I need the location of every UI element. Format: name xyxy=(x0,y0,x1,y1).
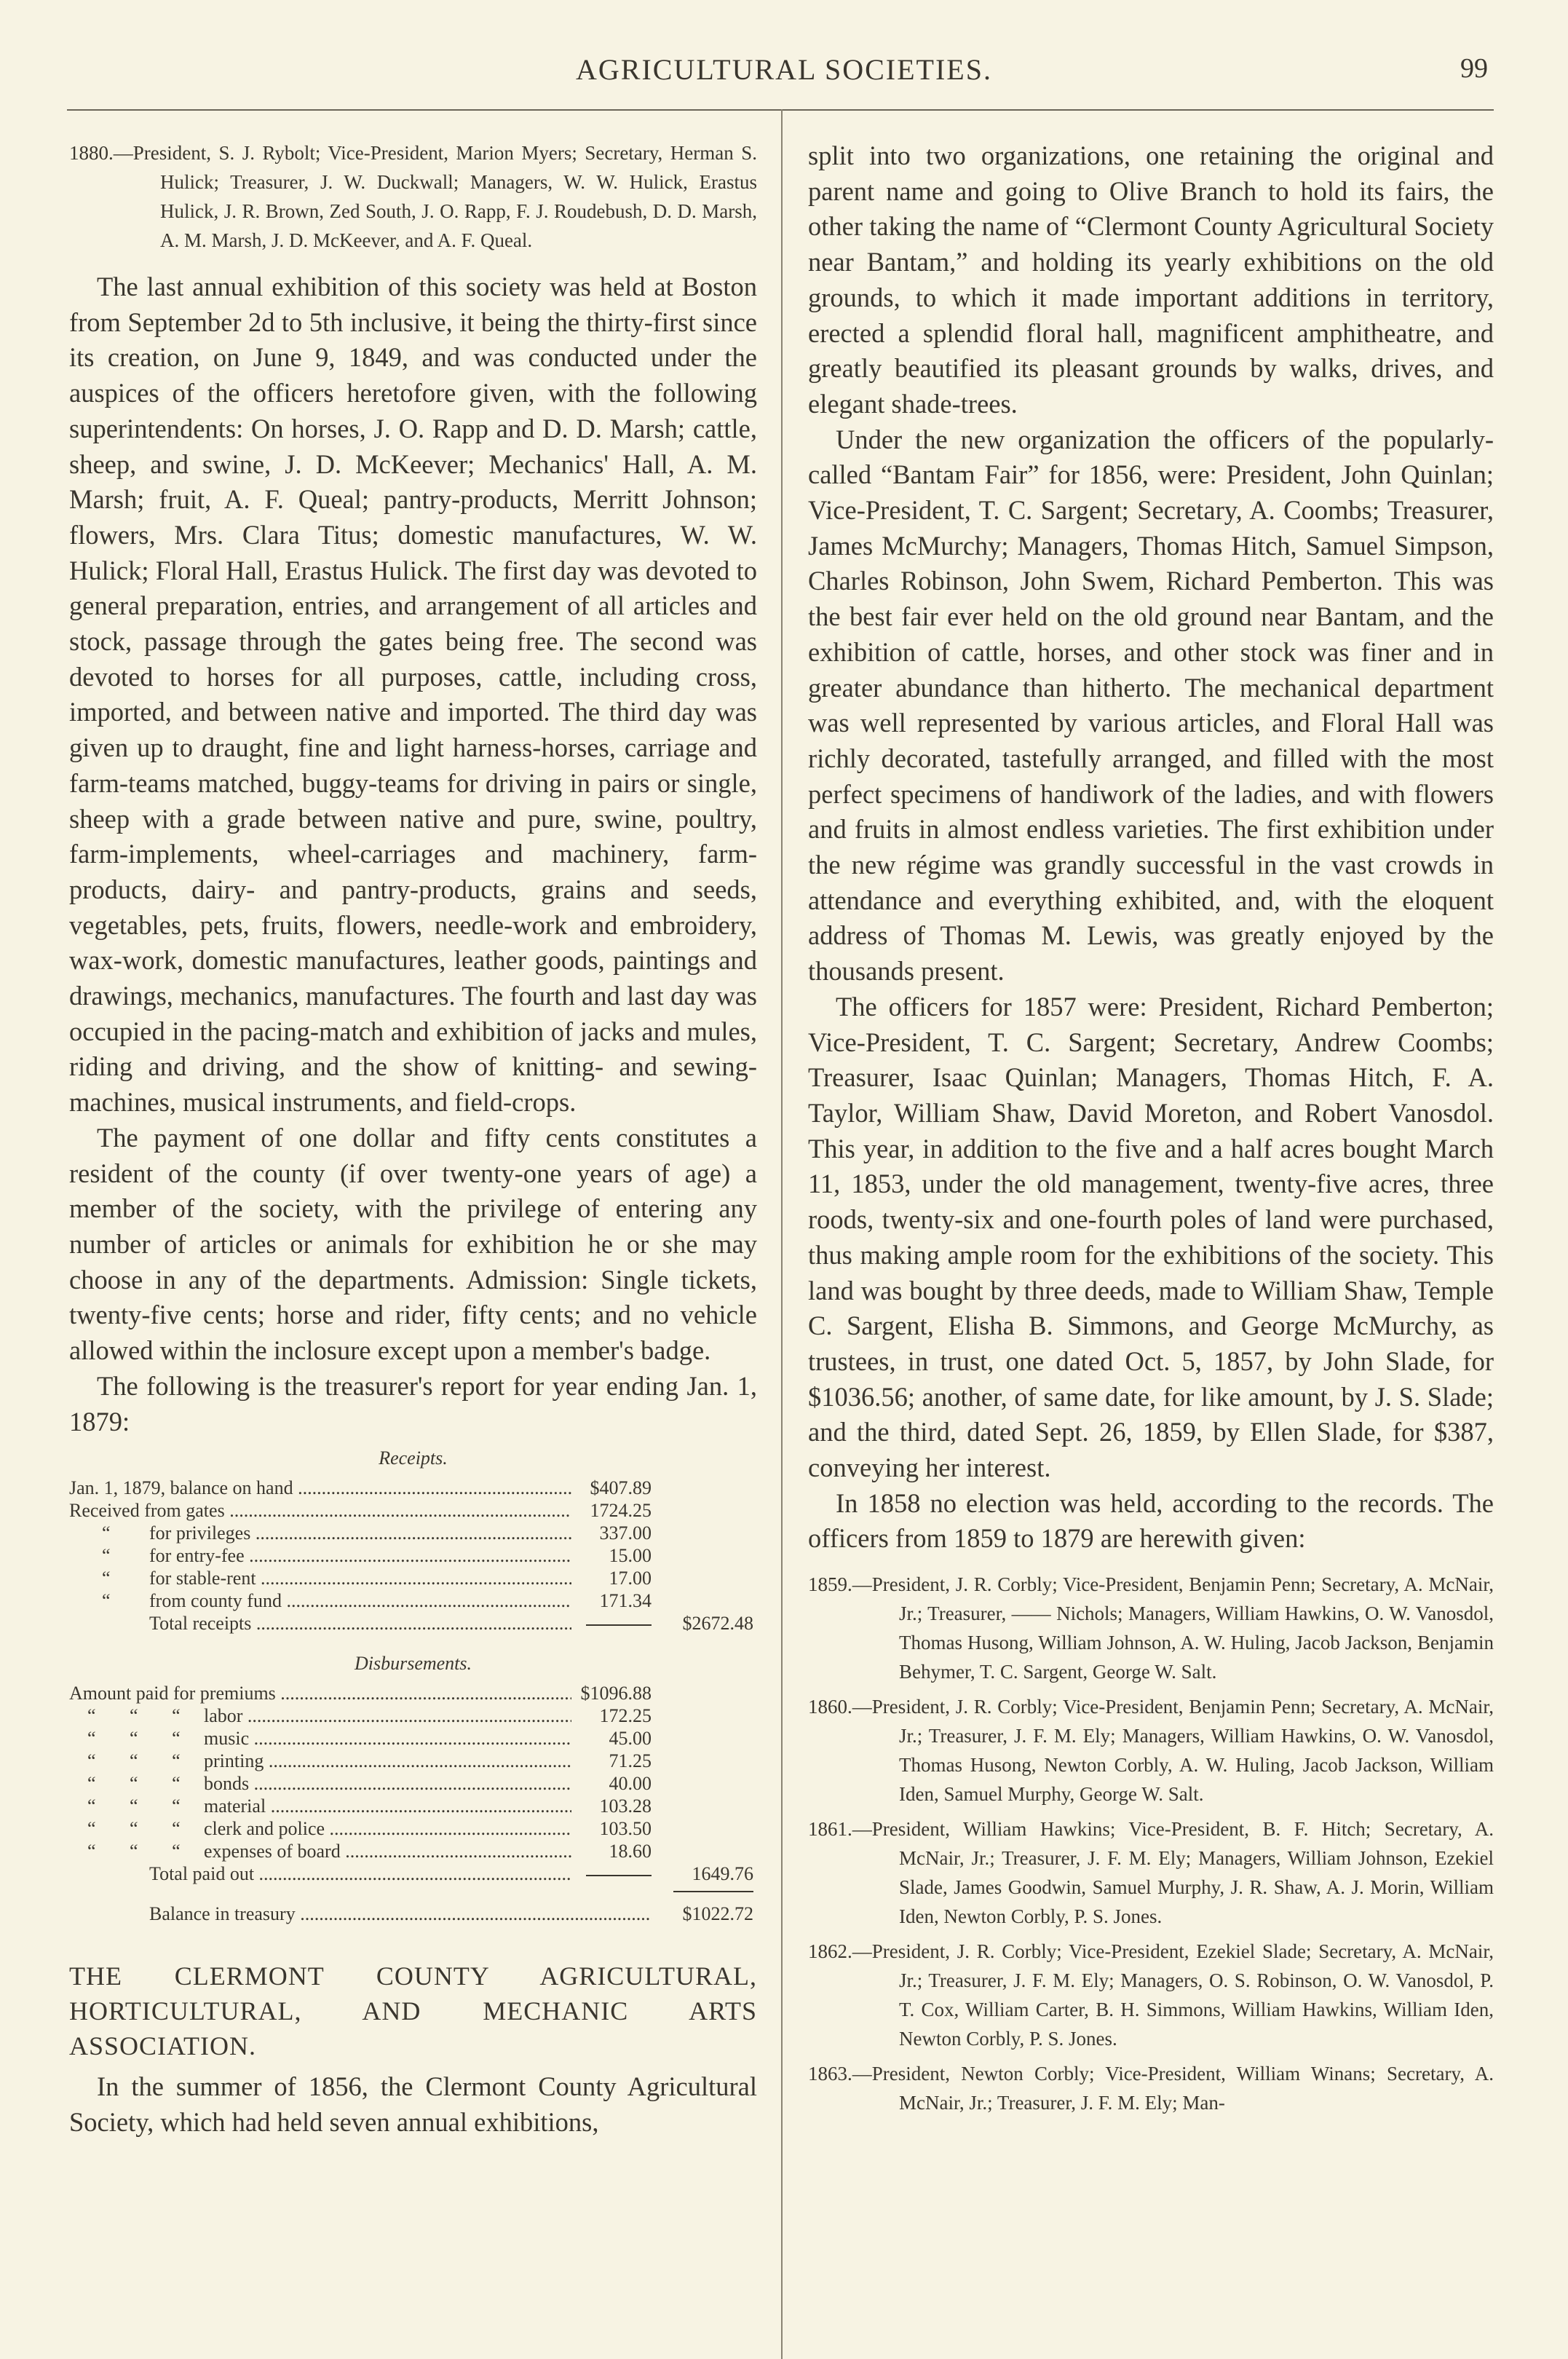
section-heading: THE CLERMONT COUNTY AGRICULTURAL, HORTICULTURAL, AND MECHANIC ARTS ASSOCIATION. xyxy=(69,1961,757,2061)
paragraph-clermont-intro: In the summer of 1856, the Clermont County Agricultural Society, which had held seven annual exhibitions, xyxy=(69,2071,757,2137)
disbursements-caption: Disbursements. xyxy=(354,1653,472,1675)
paragraph-exhibition: The last annual exhibition of this society was held at Boston from September 2d to 5th inclusive, it being the thirty-first since its creation, on June 9, 1849, and was conducted under the auspices of the officers heretofore given, with the following superintendents: On horses, J. O. Rapp and D. D. Marsh; cattle, sheep, and swine, J. D. McKeever; Mechanics' Hall, A. M. Marsh; fruit, A. F. Queal; pantry-products, Merritt Johnson; flowers, Mrs. Clara Titus; domestic manufactures, W. W. Hulick; Floral Hall, Erastus Hulick. The first day was devoted to general preparation, entries, and arrangement of all articles and stock, passage through the gates being free. The second was devoted to horses for all purposes, cattle, including cross, imported, and between native and imported. The third day was given up to draught, fine and light harness-horses, carriage and farm-teams matched, buggy-teams for driving in pairs or single, sheep with a grade between native and pure, swine, poultry, farm-implements, wheel-carriages and machinery, farm-products, dairy- and pantry-products, grains and seeds, vegetables, pets, fruits, flowers, needle-work and embroidery, wax-work, domestic manufactures, leather goods, paintings and drawings, mechanics, manufactures. The fourth and last day was occupied in the pacing-match and exhibition of jacks and mules, riding and driving, and the show of knitting- and sewing-machines, musical instruments, and field-crops. xyxy=(69,272,757,1118)
receipt-row: Jan. 1, 1879, balance on hand ..... $407.89 xyxy=(69,1477,757,1499)
receipt-row: “ from county fund ..... 171.34 xyxy=(69,1589,757,1612)
officers-entry-1860: 1860.—President, J. R. Corbly; Vice-President, Benjamin Penn; Secretary, A. McNair, Jr.; Treasurer, J. F. M. Ely; Managers, William Hawkins, O. W. Vanosdol, Thomas Husong, Newton Corbly, A. W. Huling, Jacob Jackson, William Iden, Samuel Murphy, George W. Salt. xyxy=(808,1696,1494,1806)
paragraph-1858: In 1858 no election was held, according to the records. The officers from 1859 to 1879 are herewith given: xyxy=(808,1487,1494,1554)
disbursement-row: “ “ “ labor ..... 172.25 xyxy=(69,1704,757,1727)
officers-entry-1863: 1863.—President, Newton Corbly; Vice-President, William Winans; Secretary, A. McNair, Jr.; Treasurer, J. F. M. Ely; Man- xyxy=(808,2063,1494,2114)
left-column xyxy=(69,138,757,2141)
disbursement-row: Amount paid for premiums ..... $1096.88 xyxy=(69,1682,757,1704)
disbursement-row: “ “ “ material ..... 103.28 xyxy=(69,1795,757,1817)
receipt-row: “ for privileges ..... 337.00 xyxy=(69,1522,757,1544)
running-header xyxy=(0,52,1568,96)
right-column xyxy=(808,138,1494,2123)
officers-entry-1880: 1880.—President, S. J. Rybolt; Vice-President, Marion Myers; Secretary, Herman S. Hulick; Treasurer, J. W. Duckwall; Managers, W. W. Hulick, Erastus Hulick, J. R. Brown, Zed South, J. O. Rapp, F. J. Roudebush, D. D. Marsh, A. M. Marsh, J. D. McKeever, and A. F. Queal. xyxy=(69,142,757,251)
disbursement-row: “ “ “ printing ..... 71.25 xyxy=(69,1750,757,1772)
dash-rule xyxy=(586,1624,652,1626)
total-paid-row: Total paid out ..... 1649.76 xyxy=(69,1862,757,1885)
officers-entry-1862: 1862.—President, J. R. Corbly; Vice-President, Ezekiel Slade; Secretary, A. McNair, Jr.; Treasurer, J. F. M. Ely; Managers, O. S. Robinson, O. W. Vanosdol, P. T. Cox, William Carter, B. H. Simmons, William Hawkins, William Iden, Newton Corbly, P. S. Jones. xyxy=(808,1940,1494,2050)
receipt-row: Received from gates ..... 1724.25 xyxy=(69,1499,757,1522)
disbursement-row: “ “ “ music ..... 45.00 xyxy=(69,1727,757,1750)
receipts-caption: Receipts. xyxy=(379,1447,448,1469)
paragraph-membership: The payment of one dollar and fifty cents constitutes a resident of the county (if over twenty-one years of age) a member of the society, with the privilege of entering any number of articles or animals for exhibition he or she may choose in any of the departments. Admission: Single tickets, twenty-five cents; horse and rider, fifty cents; and no vehicle allowed within the inclosure except upon a member's badge. xyxy=(69,1122,757,1366)
officers-entry-1861: 1861.—President, William Hawkins; Vice-President, B. F. Hitch; Secretary, A. McNair, Jr.; Treasurer, J. F. M. Ely; Managers, William Johnson, Ezekiel Slade, James Goodwin, Samuel Murphy, J. R. Shaw, A. J. Morin, William Iden, Newton Corbly, P. S. Jones. xyxy=(808,1818,1494,1928)
sum-rule xyxy=(673,1891,753,1892)
treasurer-report xyxy=(69,1447,757,1925)
receipt-row: “ for stable-rent ..... 17.00 xyxy=(69,1567,757,1589)
balance-row: Balance in treasury ..... $1022.72 xyxy=(69,1902,757,1925)
column-divider xyxy=(781,109,783,2359)
paragraph-split: split into two organizations, one retaining the original and parent name and going to Olive Branch to hold its fairs, the other taking the name of “Clermont County Agricultural Society near Bantam,” and holding its yearly exhibitions on the old grounds, to which it made important additions in territory, erected a splendid floral hall, magnificent amphitheatre, and greatly beautified its pleasant grounds by walks, drives, and elegant shade-trees. xyxy=(808,141,1494,419)
disbursement-row: “ “ “ bonds ..... 40.00 xyxy=(69,1772,757,1795)
paragraph-report-intro: The following is the treasurer's report for year ending Jan. 1, 1879: xyxy=(69,1370,757,1437)
officers-entry-1859: 1859.—President, J. R. Corbly; Vice-President, Benjamin Penn; Secretary, A. McNair, Jr.; Treasurer, —— Nichols; Managers, William Hawkins, O. W. Vanosdol, Thomas Husong, William Johnson, A. W. Huling, Jacob Jackson, Benjamin Behymer, T. C. Sargent, George W. Salt. xyxy=(808,1573,1494,1683)
page-number: 99 xyxy=(1460,53,1488,84)
running-title: AGRICULTURAL SOCIETIES. xyxy=(576,53,992,86)
disbursement-row: “ “ “ expenses of board ..... 18.60 xyxy=(69,1840,757,1862)
paragraph-1857-officers: The officers for 1857 were: President, Richard Pemberton; Vice-President, T. C. Sargent; Secretary, Andrew Coombs; Treasurer, Isaac Quinlan; Managers, Thomas Hitch, F. A. Taylor, William Shaw, David Moreton, and Robert Vanosdol. This year, in addition to the five and a half acres bought March 11, 1853, under the old management, twenty-five acres, three roods, twenty-six and one-fourth poles of land were purchased, thus making ample room for the exhibitions of the society. This land was bought by three deeds, made to William Shaw, Temple C. Sargent, Elisha B. Simmons, and George McMurchy, as trustees, in trust, one dated Oct. 5, 1857, by John Slade, for $1036.56; another, of same date, for like amount, by J. S. Slade; and the third, dated Sept. 26, 1859, by Ellen Slade, for $387, conveying her interest. xyxy=(808,991,1494,1483)
total-receipts-row: Total receipts ..... $2672.48 xyxy=(69,1612,757,1635)
paragraph-1856-officers: Under the new organization the officers of the popularly-called “Bantam Fair” for 1856, were: President, John Quinlan; Vice-President, T. C. Sargent; Secretary, A. Coombs; Treasurer, James McMurchy; Managers, Thomas Hitch, Samuel Simpson, Charles Robinson, John Swem, Richard Pemberton. This was the best fair ever held on the old ground near Bantam, and the exhibition of cattle, horses, and other stock was finer and in greater abundance than hitherto. The mechanical department was well represented by various articles, and Floral Hall was richly decorated, tastefully arranged, and filled with the most perfect specimens of handiwork of the ladies, and with flowers and fruits in almost endless varieties. The first exhibition under the new régime was grandly successful in the vast crowds in attendance and everything exhibited, and, with the eloquent address of Thomas M. Lewis, was greatly enjoyed by the thousands present. xyxy=(808,424,1494,987)
disbursement-row: “ “ “ clerk and police ..... 103.50 xyxy=(69,1817,757,1840)
receipt-row: “ for entry-fee ..... 15.00 xyxy=(69,1544,757,1567)
dash-rule xyxy=(586,1875,652,1876)
header-rule xyxy=(67,109,1494,111)
